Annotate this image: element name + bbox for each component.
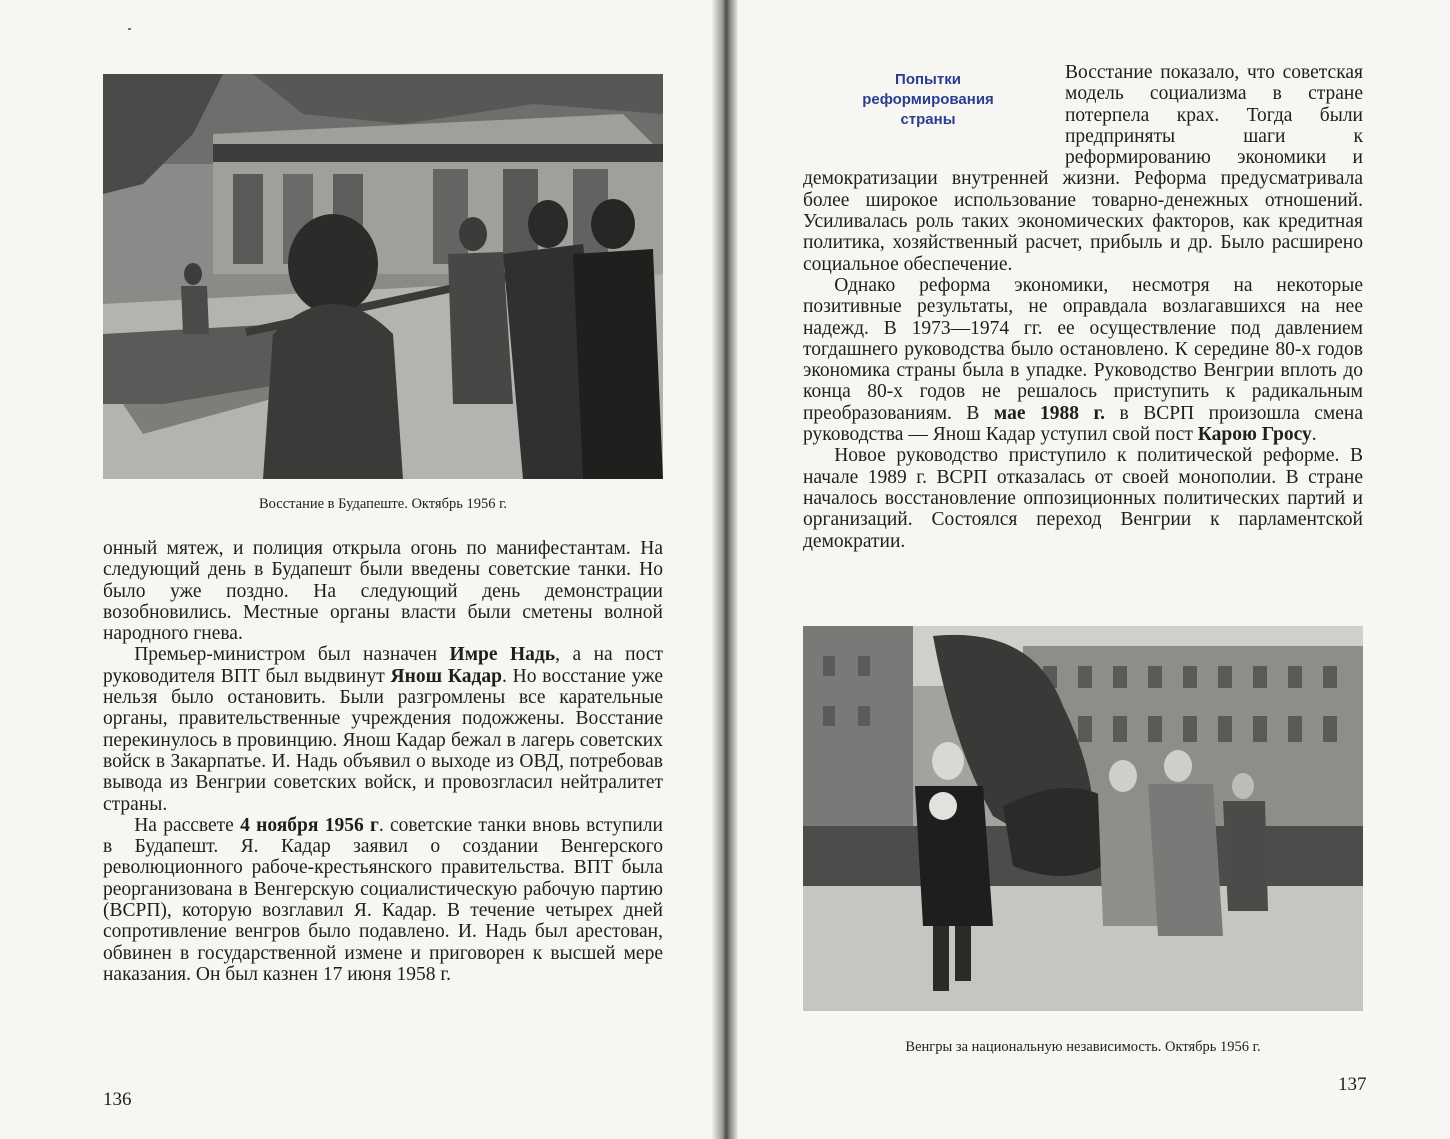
photo-hungarians-independence <box>803 626 1363 1011</box>
body-paragraph <box>803 275 1363 445</box>
bold-term: Имре Надь <box>449 644 556 666</box>
text-run: , а на пост руководителя ВПТ был выдвинут <box>103 644 663 687</box>
photo-caption: Венгры за национальную независимость. Октябрь 1956 г. <box>905 1039 1261 1055</box>
side-heading-line: Попытки <box>895 71 961 88</box>
photo-caption: Восстание в Будапеште. Октябрь 1956 г. <box>258 496 508 512</box>
book-gutter <box>712 0 738 1139</box>
bold-term: Янош Кадар <box>390 665 502 687</box>
photo-budapest-uprising <box>103 74 663 479</box>
text-run: Премьер-министром был назначен <box>134 644 450 666</box>
text-run: Однако реформа экономики, несмотря на некоторые позитивные результаты, не оправдала возлагавшихся на нее надежд. В 1973—1974 гг. ее осуществление под давлением тогдашнего руководства было остановлено. К середине 80-х годов экономика страны была в упадке. Руководство Венгрии вплоть до конца 80-х годов не решалось приступить к радикальным преобразованиям. В <box>803 274 1363 424</box>
bold-term: Карою Гросу <box>1197 424 1312 446</box>
body-paragraph <box>103 644 663 814</box>
text-run: Новое руководство приступило к политической реформе. В начале 1989 г. ВСРП отказалась от своей монополии. В стране началось восстановление оппозиционных политических партий и организаций. Состоялся переход Венгрии к парламентской демократии. <box>803 445 1363 552</box>
photo-budapest-uprising-image <box>103 74 663 479</box>
body-paragraph <box>803 445 1363 551</box>
left-page <box>0 0 712 1139</box>
page-number: 137 <box>1338 1074 1367 1095</box>
body-paragraph <box>103 815 663 985</box>
photo-hungarians-independence-image <box>803 626 1363 1011</box>
side-heading-line: реформирования <box>862 91 994 108</box>
body-paragraph <box>103 538 663 644</box>
text-run: . Но восстание уже нельзя было остановить. Были разгромлены все карательные органы, правительственные учреждения подожжены. Восстание перекинулось в провинцию. Янош Кадар бежал в лагерь советских войск в Закарпатье. И. Надь объявил о выходе из ОВД, потребовав вывода из Венгрии советских войск, и провозгласил нейтралитет страны. <box>103 665 664 815</box>
text-run: . <box>1311 424 1317 446</box>
section-side-heading <box>803 62 1053 154</box>
text-run: онный мятеж, и полиция открыла огонь по манифестантам. На следующий день в Будапешт были введены советские танки. Но было уже поздно. На следующий день демонстрации возобновились. Местные органы власти были сметены волной народного гнева. <box>103 538 663 645</box>
bold-term: мае 1988 г. <box>993 402 1105 424</box>
paper-speck <box>128 28 131 30</box>
side-heading-line: страны <box>900 111 956 128</box>
text-run: в ВСРП произошла смена руководства — Янош Кадар уступил свой пост <box>803 402 1363 446</box>
page-number: 136 <box>103 1089 132 1110</box>
right-body-text <box>803 62 1363 552</box>
bold-term: 4 ноября 1956 г <box>240 814 379 836</box>
text-run: На рассвете <box>134 814 241 836</box>
left-body-text <box>103 538 663 985</box>
text-run: . советские танки вновь вступили в Будапешт. Я. Кадар заявил о создании Венгерского революционного рабоче-крестьянского правительства. ВПТ была реорганизована в Венгерскую социалистическую рабочую партию (ВСРП), которую возглавил Я. Кадар. В течение четырех дней сопротивление венгров было подавлено. И. Надь был арестован, обвинен в государственной измене и приговорен к высшей мере наказания. Он был казнен 17 июня 1958 г. <box>103 814 663 985</box>
text-run: Восстание показало, что советская модель социализма в стране потерпела крах. Тогда были предприняты шаги к реформированию экономики и демократизации внутренней жизни. Реформа предусматривала более широкое использование товарно-денежных отношений. Усиливалась роль таких экономических факторов, как кредитная политика, хозяйственный расчет, прибыль и др. Было расширено социальное обеспечение. <box>803 62 1363 275</box>
